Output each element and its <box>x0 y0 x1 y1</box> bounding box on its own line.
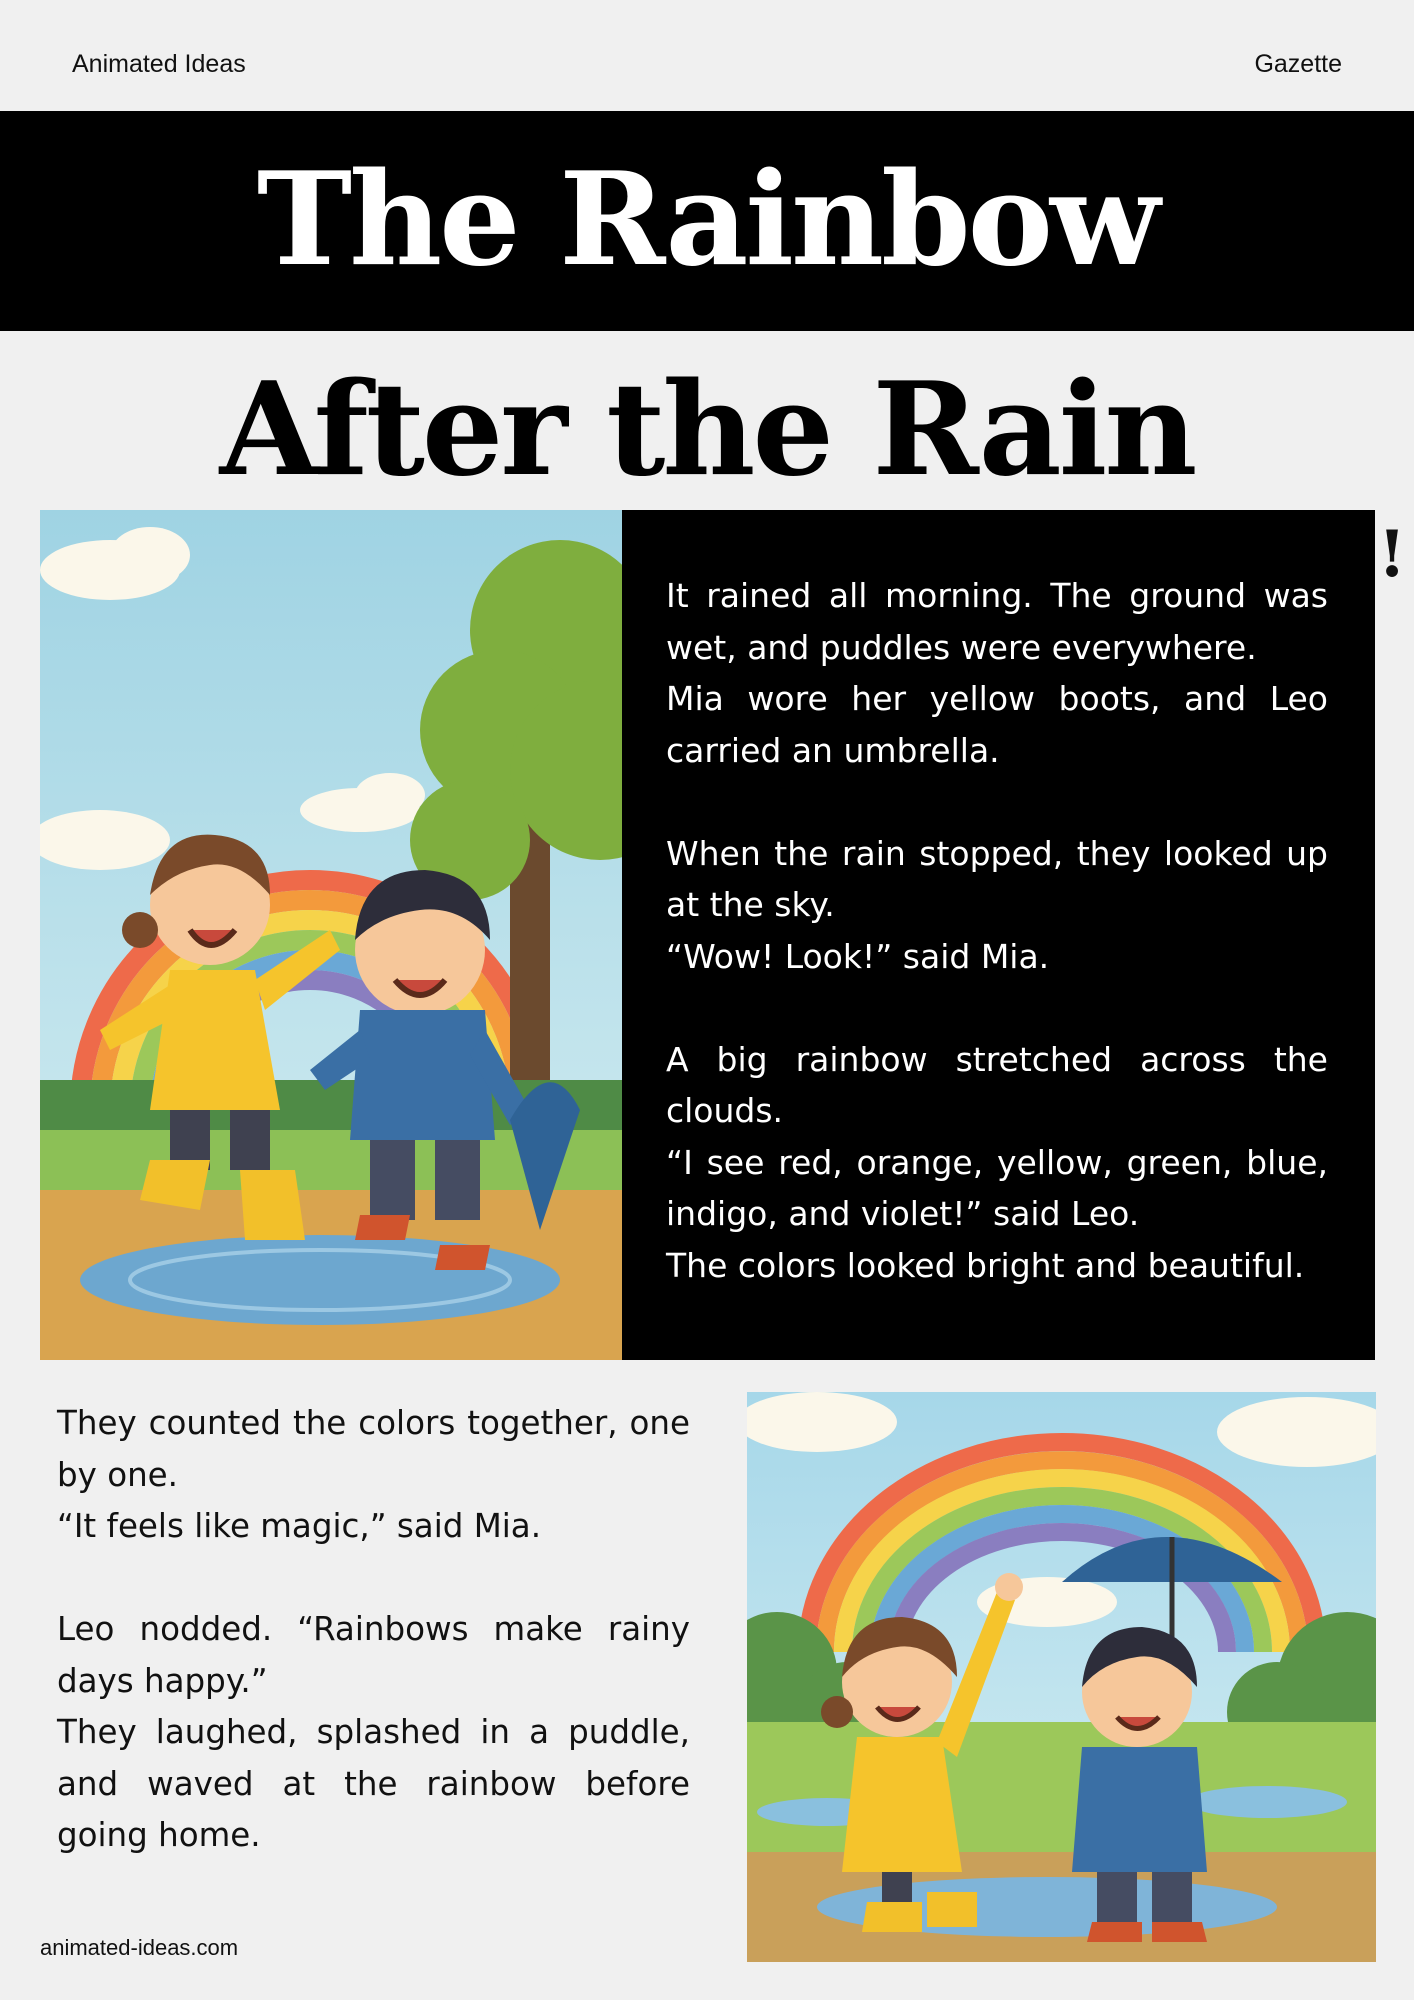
story-paragraph: They counted the colors together, one by one. “It feels like magic,” said Mia. <box>57 1404 690 1545</box>
clipped-exclamation: ! <box>1378 517 1407 592</box>
brand-name: Animated Ideas <box>72 50 246 78</box>
illustration-rainbow-umbrella <box>747 1392 1376 1962</box>
story-paragraph: When the rain stopped, they looked up at the sky. “Wow! Look!” said Mia. <box>666 833 1328 976</box>
story-text-bottom <box>57 1398 690 1913</box>
story-paragraph: Leo nodded. “Rainbows make rainy days happy.” They laughed, splashed in a puddle, and waved at the rainbow before going home. <box>57 1610 690 1854</box>
story-text-box <box>622 510 1375 1360</box>
story-paragraph: A big rainbow stretched across the clouds. “I see red, orange, yellow, green, blue, indigo, and violet!” said Leo. The colors looked bright and beautiful. <box>666 1039 1328 1285</box>
illustration-children-splashing <box>40 510 622 1360</box>
page-title-line-1: The Rainbow <box>256 145 1158 295</box>
footer-website: animated-ideas.com <box>40 1935 239 1960</box>
story-paragraph: It rained all morning. The ground was wet, and puddles were everywhere. Mia wore her yellow boots, and Leo carried an umbrella. <box>666 576 1328 770</box>
page-title-line-2: After the Rain <box>219 355 1195 505</box>
publication-label: Gazette <box>1254 50 1342 78</box>
